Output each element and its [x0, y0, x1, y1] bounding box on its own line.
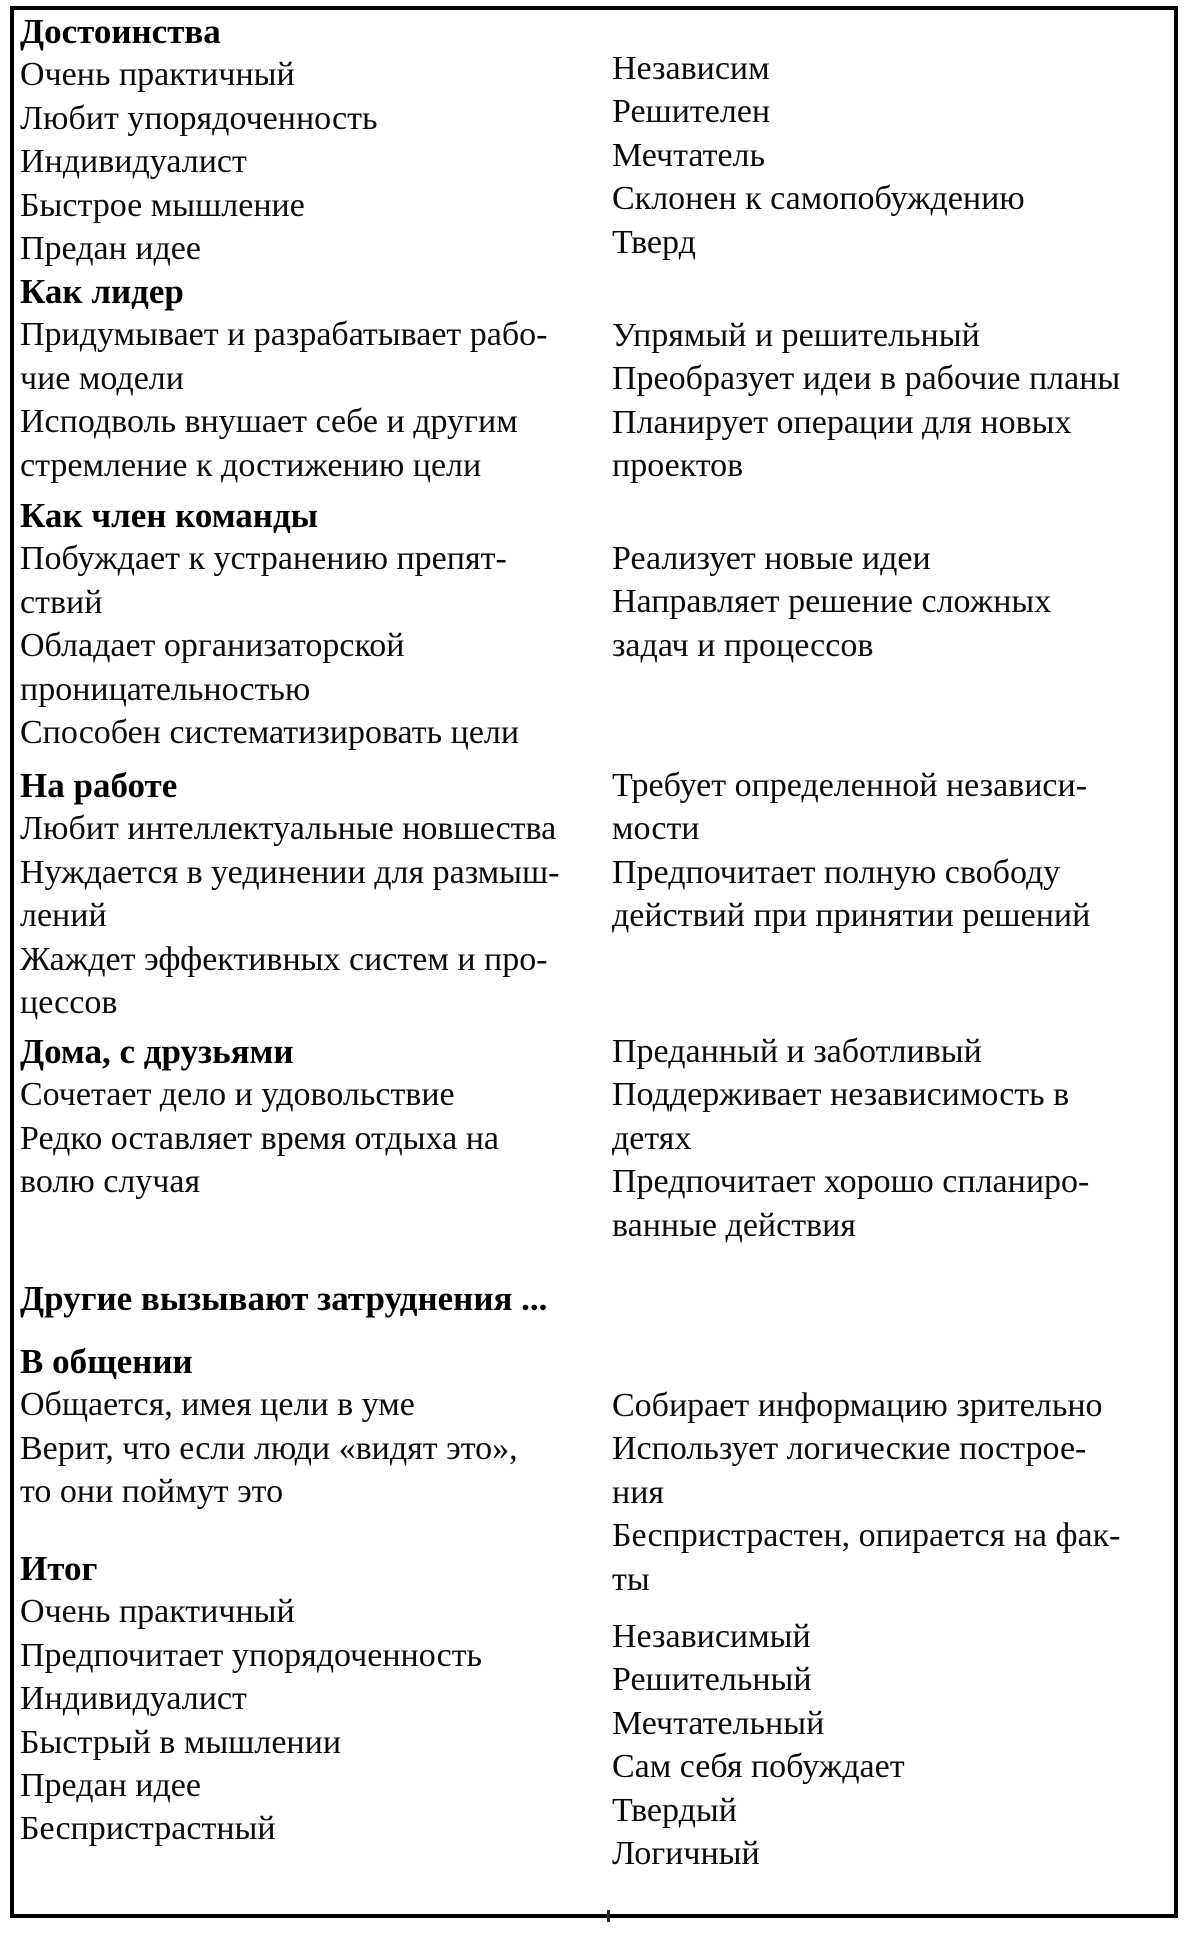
- text-line: Сам себя побуждает: [612, 1748, 905, 1786]
- strengths-left-lines: [20, 53, 608, 270]
- text-line: Верит, что если люди «видят это»,: [20, 1429, 518, 1467]
- text-line: лений: [20, 897, 107, 935]
- text-line: действий при принятии решений: [612, 897, 1091, 935]
- text-line: ния: [612, 1473, 665, 1511]
- text-line: Придумывает и разрабатывает рабо-: [20, 316, 548, 354]
- section-at-home-left: [20, 1030, 608, 1204]
- text-line: цессов: [20, 984, 118, 1022]
- text-line: Быстрый в мышлении: [20, 1723, 342, 1761]
- text-line: чие модели: [20, 359, 184, 397]
- text-line: Быстрое мышление: [20, 186, 305, 224]
- section-team-member-left: [20, 494, 608, 754]
- section-at-home-right: [612, 1030, 1168, 1247]
- summary-left-lines: [20, 1590, 608, 1850]
- text-line: детях: [612, 1119, 692, 1157]
- communication-left-lines: [20, 1383, 608, 1513]
- text-line: Предпочитает упорядоченность: [20, 1636, 483, 1674]
- text-line: ванные действия: [612, 1206, 856, 1244]
- section-communication-right: [612, 1384, 1168, 1601]
- text-line: Предпочитает хорошо спланиро-: [612, 1163, 1090, 1201]
- section-summary-left: [20, 1547, 608, 1851]
- scan-fold-mark: [607, 1910, 610, 1922]
- section-others-difficulties: [20, 1277, 608, 1320]
- section-communication-left: [20, 1340, 608, 1514]
- text-line: проницательностью: [20, 670, 311, 708]
- section-at-work-right: [612, 764, 1168, 938]
- text-line: проектов: [612, 447, 744, 485]
- text-line: Предан идее: [20, 1767, 201, 1805]
- text-line: Предан идее: [20, 230, 201, 268]
- section-heading-summary: Итог: [20, 1549, 98, 1588]
- text-line: Общается, имея цели в уме: [20, 1386, 415, 1424]
- text-line: Редко оставляет время отдыха на: [20, 1119, 499, 1157]
- team-member-left-lines: [20, 537, 608, 754]
- text-line: Независим: [612, 50, 770, 87]
- text-line: Очень практичный: [20, 56, 295, 94]
- section-as-leader-left: [20, 270, 608, 487]
- text-line: Побуждает к устранению препят-: [20, 540, 507, 578]
- text-line: Индивидуалист: [20, 143, 247, 181]
- section-heading-communication: В общении: [20, 1342, 193, 1381]
- text-line: Нуждается в уединении для размыш-: [20, 853, 560, 891]
- section-team-member-right: [612, 537, 1168, 667]
- text-line: Твердый: [612, 1791, 737, 1829]
- text-line: волю случая: [20, 1163, 201, 1201]
- section-heading-at-work: На работе: [20, 766, 178, 805]
- text-line: ствий: [20, 583, 103, 621]
- text-line: Склонен к самопобуждению: [612, 180, 1025, 218]
- text-line: мости: [612, 810, 700, 848]
- text-line: Мечтатель: [612, 136, 766, 174]
- text-line: Планирует операции для новых: [612, 403, 1072, 441]
- text-line: Любит упорядоченность: [20, 99, 378, 137]
- text-line: Использует логические построе-: [612, 1430, 1087, 1468]
- section-heading-at-home: Дома, с друзьями: [20, 1032, 294, 1071]
- text-line: Сочетает дело и удовольствие: [20, 1076, 455, 1114]
- section-strengths-right: [612, 47, 1168, 264]
- section-heading-strengths: Достоинства: [20, 12, 221, 51]
- text-line: Собирает информацию зрительно: [612, 1387, 1103, 1424]
- at-home-left-lines: [20, 1073, 608, 1203]
- text-line: Мечтательный: [612, 1704, 825, 1742]
- section-heading-others-difficulties: Другие вызывают затруднения ...: [20, 1279, 548, 1318]
- section-at-work-left: [20, 764, 608, 1024]
- text-line: Упрямый и решительный: [612, 317, 980, 354]
- text-line: Жаждет эффективных систем и про-: [20, 940, 548, 978]
- section-summary-right: [612, 1615, 1168, 1875]
- text-line: Способен систематизировать цели: [20, 714, 520, 752]
- page-border: [10, 6, 1178, 1918]
- text-line: задач и процессов: [612, 626, 874, 664]
- text-line: Реализует новые идеи: [612, 540, 931, 577]
- text-line: Беспристрастный: [20, 1810, 276, 1848]
- section-heading-as-leader: Как лидер: [20, 272, 184, 311]
- section-strengths-left: [20, 10, 608, 270]
- text-line: Требует определенной независи-: [612, 767, 1088, 804]
- text-line: Предпочитает полную свободу: [612, 853, 1061, 891]
- text-line: Беспристрастен, опирается на фак-: [612, 1517, 1121, 1555]
- text-line: Преданный и заботливый: [612, 1033, 982, 1070]
- text-line: Преобразует идеи в рабочие планы: [612, 360, 1121, 398]
- text-line: ты: [612, 1560, 650, 1598]
- as-leader-left-lines: [20, 313, 608, 487]
- text-line: то они поймут это: [20, 1473, 284, 1511]
- text-line: Независимый: [612, 1618, 811, 1655]
- text-line: Логичный: [612, 1835, 760, 1873]
- text-line: Поддерживает независимость в: [612, 1076, 1070, 1114]
- at-work-left-lines: [20, 807, 608, 1024]
- text-line: Индивидуалист: [20, 1680, 247, 1718]
- text-line: Любит интеллектуальные новшества: [20, 810, 557, 848]
- text-line: Тверд: [612, 223, 696, 261]
- text-line: стремление к достижению цели: [20, 446, 482, 484]
- text-line: Очень практичный: [20, 1593, 295, 1631]
- text-line: Направляет решение сложных: [612, 583, 1052, 621]
- text-line: Обладает организаторской: [20, 627, 405, 665]
- text-line: Решительный: [612, 1661, 812, 1699]
- text-line: Решителен: [612, 93, 771, 131]
- text-line: Исподволь внушает себе и другим: [20, 403, 518, 441]
- section-heading-team-member: Как член команды: [20, 496, 318, 535]
- section-as-leader-right: [612, 314, 1168, 488]
